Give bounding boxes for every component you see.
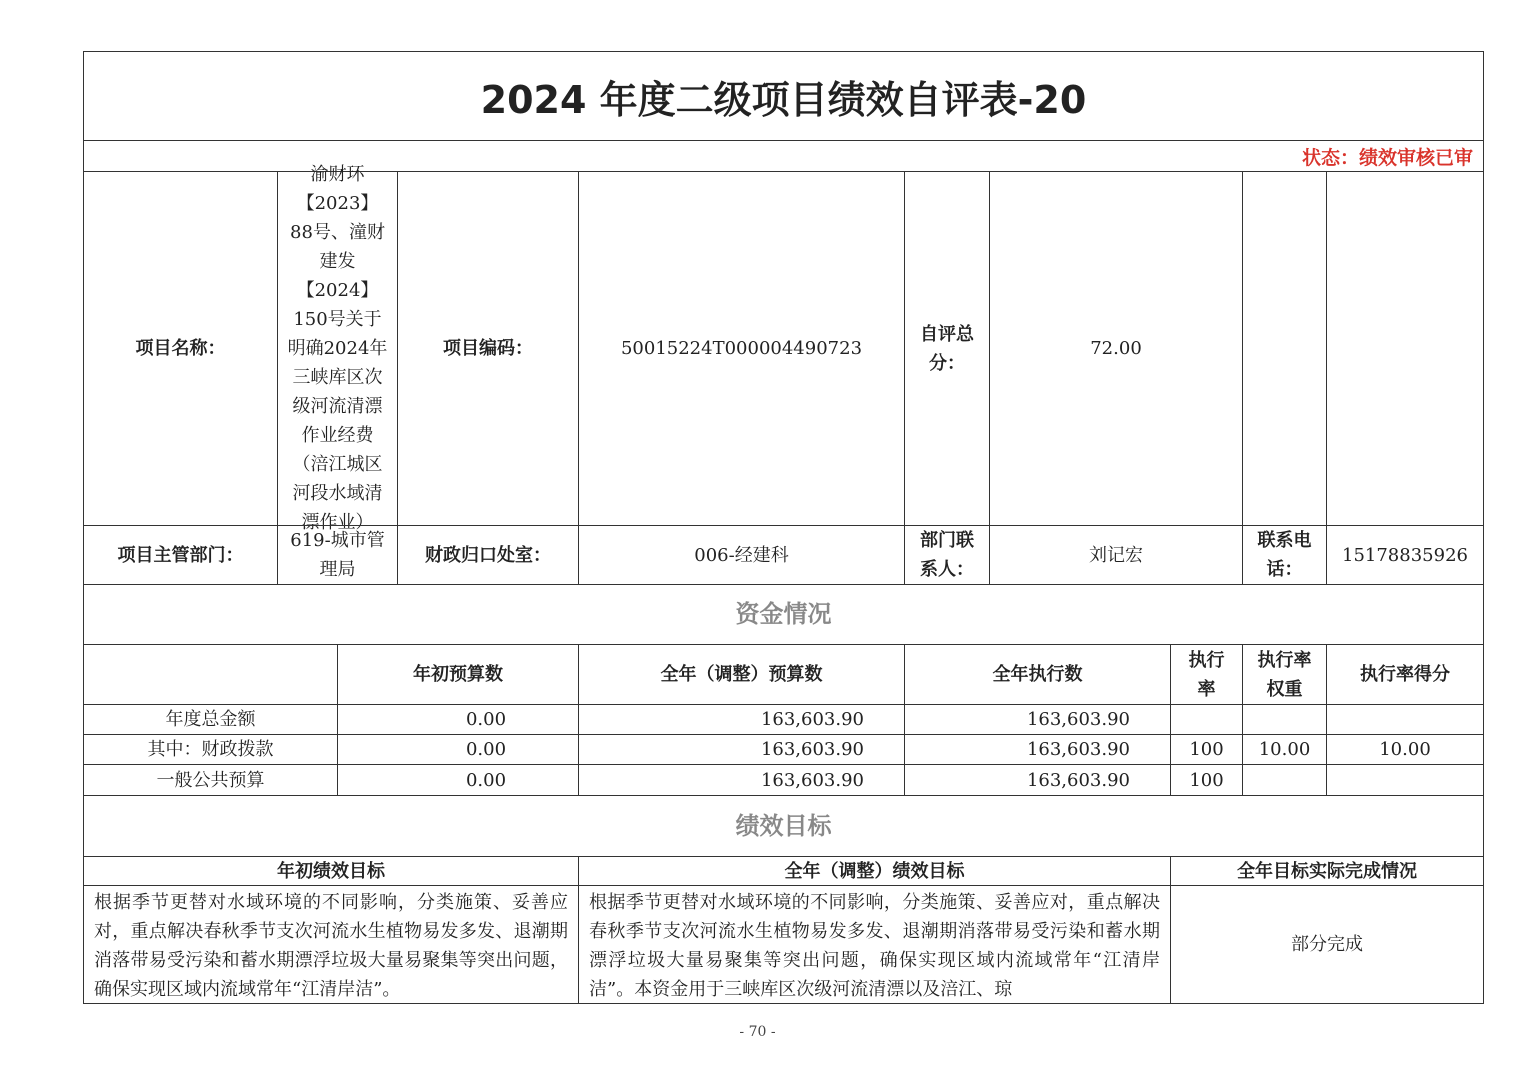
funds-row-executed: 163,603.90 bbox=[904, 704, 1171, 735]
self-score-value: 72.00 bbox=[989, 171, 1243, 526]
completion-status: 部分完成 bbox=[1170, 885, 1484, 1004]
contact-value: 刘记宏 bbox=[989, 525, 1243, 585]
empty-cell bbox=[1326, 171, 1484, 526]
adjusted-goal-text: 根据季节更替对水域环境的不同影响，分类施策、妥善应对，重点解决春秋季节支次河流水生植物易发多发、退潮期消落带易受污染和蓄水期漂浮垃圾大量易聚集等突出问题，确保实现区域内流域常年“江清岸洁”。本资金用于三峡库区次级河流清漂以及涪江、琼 bbox=[578, 885, 1171, 1004]
self-score-label: 自评总分： bbox=[904, 171, 990, 526]
funds-row-rate bbox=[1170, 704, 1243, 735]
funds-row-initial: 0.00 bbox=[337, 764, 579, 796]
funds-row-executed: 163,603.90 bbox=[904, 764, 1171, 796]
funds-row-adjusted: 163,603.90 bbox=[578, 704, 905, 735]
funds-header-blank bbox=[83, 644, 338, 705]
funds-row-score: 10.00 bbox=[1326, 734, 1484, 765]
goals-header-adjusted: 全年（调整）绩效目标 bbox=[578, 856, 1171, 886]
goals-header-initial: 年初绩效目标 bbox=[83, 856, 579, 886]
funds-row-initial: 0.00 bbox=[337, 734, 579, 765]
funds-row-adjusted: 163,603.90 bbox=[578, 764, 905, 796]
phone-label: 联系电话： bbox=[1242, 525, 1327, 585]
funds-row-rate: 100 bbox=[1170, 734, 1243, 765]
funds-header-score: 执行率得分 bbox=[1326, 644, 1484, 705]
funds-header-adjusted: 全年（调整）预算数 bbox=[578, 644, 905, 705]
funds-row-weight: 10.00 bbox=[1242, 734, 1327, 765]
finance-office-label: 财政归口处室： bbox=[397, 525, 579, 585]
funds-header-weight: 执行率权重 bbox=[1242, 644, 1327, 705]
page-number: - 70 - bbox=[739, 1024, 776, 1040]
empty-cell bbox=[1242, 171, 1327, 526]
funds-row-adjusted: 163,603.90 bbox=[578, 734, 905, 765]
funds-row-label: 一般公共预算 bbox=[83, 764, 338, 796]
funds-row-executed: 163,603.90 bbox=[904, 734, 1171, 765]
project-name-value: 渝财环【2023】88号、潼财建发【2024】150号关于明确2024年三峡库区次级河流清漂作业经费（涪江城区河段水域清漂作业） bbox=[277, 171, 398, 526]
project-name-label: 项目名称： bbox=[83, 171, 278, 526]
funds-row-initial: 0.00 bbox=[337, 704, 579, 735]
funds-header-executed: 全年执行数 bbox=[904, 644, 1171, 705]
goals-header-completion: 全年目标实际完成情况 bbox=[1170, 856, 1484, 886]
funds-row-score bbox=[1326, 704, 1484, 735]
funds-row-label: 年度总金额 bbox=[83, 704, 338, 735]
funds-section-title: 资金情况 bbox=[83, 584, 1484, 645]
initial-goal-text: 根据季节更替对水域环境的不同影响，分类施策、妥善应对，重点解决春秋季节支次河流水生植物易发多发、退潮期消落带易受污染和蓄水期漂浮垃圾大量易聚集等突出问题，确保实现区域内流域常年“江清岸洁”。 bbox=[83, 885, 579, 1004]
funds-header-rate: 执行率 bbox=[1170, 644, 1243, 705]
funds-row-score bbox=[1326, 764, 1484, 796]
funds-header-initial: 年初预算数 bbox=[337, 644, 579, 705]
phone-value: 15178835926 bbox=[1326, 525, 1484, 585]
page-title: 2024 年度二级项目绩效自评表-20 bbox=[83, 51, 1484, 141]
dept-label: 项目主管部门： bbox=[83, 525, 278, 585]
funds-row-rate: 100 bbox=[1170, 764, 1243, 796]
funds-row-weight bbox=[1242, 704, 1327, 735]
dept-value: 619-城市管理局 bbox=[277, 525, 398, 585]
funds-row-weight bbox=[1242, 764, 1327, 796]
funds-row-label: 其中：财政拨款 bbox=[83, 734, 338, 765]
project-code-label: 项目编码： bbox=[397, 171, 579, 526]
finance-office-value: 006-经建科 bbox=[578, 525, 905, 585]
goals-section-title: 绩效目标 bbox=[83, 795, 1484, 857]
project-code-value: 50015224T000004490723 bbox=[578, 171, 905, 526]
status-badge: 状态：绩效审核已审 bbox=[83, 140, 1484, 172]
contact-label: 部门联系人： bbox=[904, 525, 990, 585]
